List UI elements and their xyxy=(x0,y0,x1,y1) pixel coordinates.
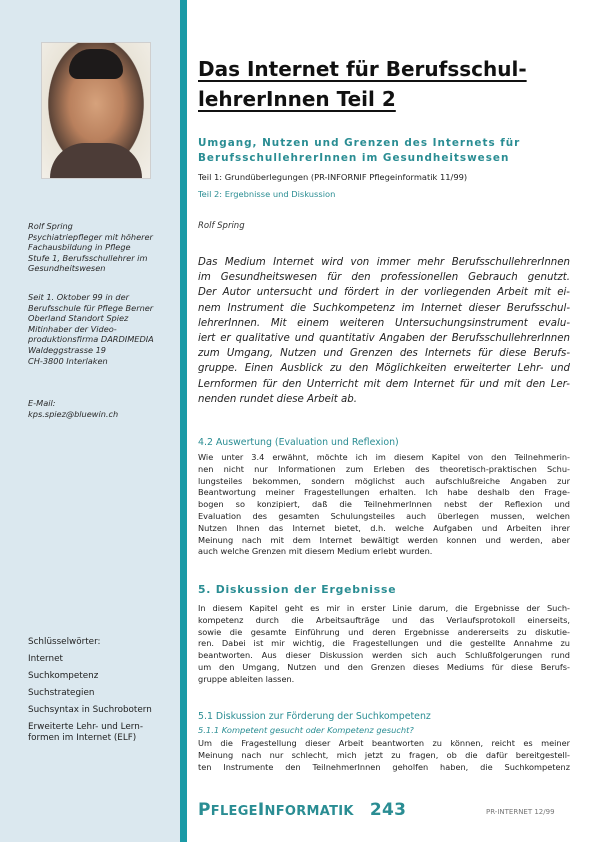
affiliation-line: produktionsfirma DARDIMEDIA xyxy=(28,334,154,345)
body-line: Wie unter 3.4 erwähnt, möchte ich im diesem Kapitel von den Teilnehmerin- xyxy=(198,452,570,462)
abstract-line: lehrerInnen. Mit einem weiteren Untersuchungsinstrument evalu- xyxy=(198,317,570,329)
series-part-1: Teil 1: Grundüberlegungen (PR-INFORNIF Pflegeinformatik 11/99) xyxy=(198,172,468,182)
keywords-heading: Schlüsselwörter: xyxy=(28,637,101,647)
body-line: nen nicht nur Informationen zum Erleben des theoretisch-praktischen Schu- xyxy=(198,463,570,474)
body-line: bogen so konzipiert, daß die TeilnehmerInnen nebst der Reflexion und xyxy=(198,499,570,510)
author-bio-line: Stufe 1, Berufsschullehrer im xyxy=(28,252,148,263)
body-line: Nutzen Ihnen das Internet bietet, d.h. welche Aufgaben und Arbeiten ihrer xyxy=(198,522,570,533)
logo-letter: P xyxy=(198,800,211,820)
keyword-item: Suchkompetenz xyxy=(28,671,99,681)
author-bio-line: Rolf Spring xyxy=(28,221,73,231)
abstract-line: zum Umgang, Nutzen und Grenzen des Internets für diese Berufs- xyxy=(198,348,570,360)
body-line: beantworten. Aus dieser Diskussion werden sich auch Schlußfolgerungen rund xyxy=(198,650,570,661)
email-address[interactable]: kps.spiez@bluewin.ch xyxy=(28,408,119,419)
body-line: ren. Dabei ist mir wichtig, die Fragestellungen und die gestellte Annahme zu xyxy=(198,638,570,649)
author-bio-line: Fachausbildung in Pflege xyxy=(28,242,131,253)
article-title xyxy=(198,54,527,114)
keyword-item-line: formen im Internet (ELF) xyxy=(28,733,137,743)
body-line: um den Umgang, Nutzen und den Grenzen dieses Mediums für diese Berufs- xyxy=(198,661,570,672)
subtitle-line: BerufsschullehrerInnen im Gesundheitswesen xyxy=(198,152,510,164)
section-4-2-heading: 4.2 Auswertung (Evaluation und Reflexion) xyxy=(198,437,399,448)
keyword-item: Suchstrategien xyxy=(28,688,95,698)
abstract-line: iert er qualitative und quantitativ Angaben der BerufsschullehrerInnen xyxy=(198,333,570,345)
logo-letter: I xyxy=(257,800,265,820)
section-4-2-body xyxy=(198,452,570,558)
affiliation-line: Waldeggstrasse 19 xyxy=(28,344,107,355)
author-bio xyxy=(28,221,178,274)
keyword-item xyxy=(28,722,176,744)
affiliation-line: Berufsschule für Pflege Berner xyxy=(28,302,154,313)
article-abstract xyxy=(198,255,570,407)
affiliation-line: Mitinhaber der Video- xyxy=(28,323,117,334)
body-line: auch welche Grenzen mit diesem Medium erlebt wurden. xyxy=(198,546,433,557)
author-photo-hair xyxy=(69,49,123,79)
logo-letters: FLEGE xyxy=(210,804,258,819)
affiliation-line: Oberland Standort Spiez xyxy=(28,313,129,324)
author-affiliation xyxy=(28,292,178,366)
author-bio-line: Gesundheitswesen xyxy=(28,263,106,274)
body-line: sowie die gesamte Einführung und deren Ergebnisse andererseits zu diskutie- xyxy=(198,626,570,637)
vertical-accent-rule xyxy=(180,0,187,842)
logo-letters: NFORMATIK xyxy=(264,804,354,819)
section-5-heading: 5. Diskussion der Ergebnisse xyxy=(198,583,397,596)
section-5-1-1-body xyxy=(198,738,570,773)
abstract-line: im Gesundheitswesen für den professionellen Gebrauch genutzt. xyxy=(198,272,570,284)
affiliation-line: CH-3800 Interlaken xyxy=(28,355,108,366)
body-line: ten Instrumente den TeilnehmerInnen geholfen haben, die Suchkompetenz xyxy=(198,761,570,772)
section-5-body xyxy=(198,603,570,686)
body-line: lungsteiles bekommen, sondern möglichst auch aufschlußreiche Angaben zur xyxy=(198,475,570,486)
author-photo xyxy=(41,42,151,179)
body-line: In diesem Kapitel geht es mir in erster Linie darum, die Ergebnisse der Such- xyxy=(198,603,570,613)
body-line: kompetenz durch die Arbeitsaufträge und das Verlaufsprotokoll einerseits, xyxy=(198,614,570,625)
body-line: Meinung nach mit dem Internet bewältigt werden konnen und werden, aber xyxy=(198,534,570,545)
body-line: Evaluation des gesamten Schulungsteiles auch überlegen mussen, welchen xyxy=(198,510,570,521)
abstract-line: nem Instrument die Suchkompetenz im Internet dieser Berufsschul- xyxy=(198,302,570,314)
keywords-box xyxy=(28,637,176,744)
keyword-item: Suchsyntax in Suchrobotern xyxy=(28,705,152,715)
section-5-1-heading: 5.1 Diskussion zur Förderung der Suchkompetenz xyxy=(198,711,431,722)
abstract-line: Der Autor untersucht und fördert in der vorliegenden Arbeit mit ei- xyxy=(198,287,570,299)
body-line: Meinung nach nur schlecht, mich jetzt zu fragen, ob die dafür bereitgestell- xyxy=(198,749,570,760)
abstract-line: Das Medium Internet wird von immer mehr BerufsschullehrerInnen xyxy=(198,257,570,268)
email-label: E-Mail: xyxy=(28,398,56,408)
title-line: lehrerInnen Teil 2 xyxy=(198,87,396,111)
subtitle-line: Umgang, Nutzen und Grenzen des Internets für xyxy=(198,137,521,149)
author-bio-line: Psychiatriepfleger mit höherer xyxy=(28,231,153,242)
abstract-line: nenden rundet diese Arbeit ab. xyxy=(198,393,357,405)
body-line: Um die Fragestellung dieser Arbeit beantworten zu können, reicht es meiner xyxy=(198,738,570,748)
issue-label: PR-INTERNET 12/99 xyxy=(486,808,555,816)
affiliation-line: Seit 1. Oktober 99 in der xyxy=(28,292,130,302)
article-author: Rolf Spring xyxy=(198,221,245,231)
keyword-item: Internet xyxy=(28,654,63,664)
journal-logo xyxy=(198,800,406,820)
series-part-2: Teil 2: Ergebnisse und Diskussion xyxy=(198,189,336,199)
page-number: 243 xyxy=(369,800,407,820)
author-email-block xyxy=(28,398,178,419)
title-line: Das Internet für Berufsschul- xyxy=(198,57,527,81)
abstract-line: gruppe. Einen Ausblick zu den Möglichkeiten erweiterter Lehr- und xyxy=(198,363,570,375)
body-line: gruppe ableiten lassen. xyxy=(198,673,295,684)
keyword-item-line: Erweiterte Lehr- und Lern- xyxy=(28,722,144,732)
article-subtitle xyxy=(198,136,520,166)
body-line: Beantwortung meiner Fragestellungen erhalten. Ich habe deshalb den Frage- xyxy=(198,487,570,498)
author-photo-shirt xyxy=(50,143,142,178)
abstract-line: Lernformen für den Unterricht mit dem Internet für und mit den Ler- xyxy=(198,378,570,390)
section-5-1-1-heading: 5.1.1 Kompetent gesucht oder Kompetenz gesucht? xyxy=(198,725,414,735)
